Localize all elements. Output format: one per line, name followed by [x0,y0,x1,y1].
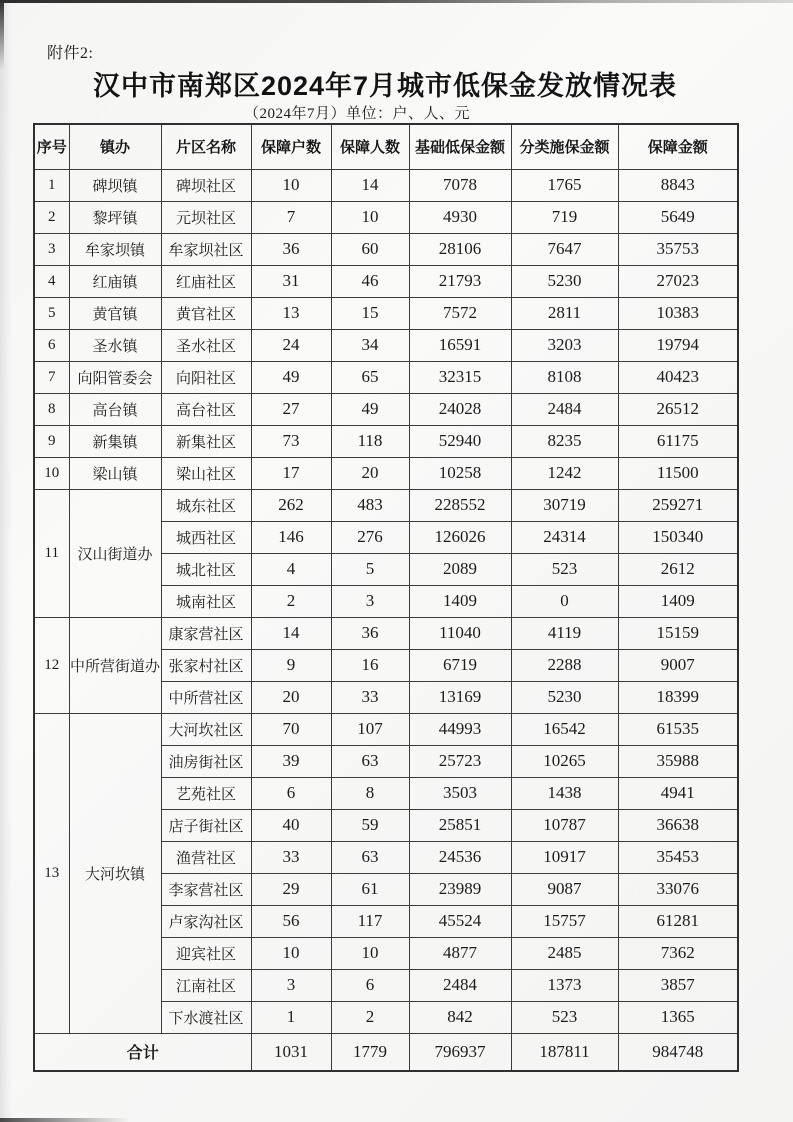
value-cell: 30719 [511,489,618,521]
value-cell: 14 [331,169,409,201]
total-value-cell: 984748 [618,1033,738,1071]
value-cell: 13169 [409,681,511,713]
value-cell: 523 [511,553,618,585]
area-name-cell: 新集社区 [161,425,251,457]
town-name-cell: 黄官镇 [69,297,161,329]
value-cell: 36 [251,233,331,265]
table-row [34,617,738,649]
value-cell: 10 [251,937,331,969]
value-cell: 10383 [618,297,738,329]
value-cell: 2484 [409,969,511,1001]
value-cell: 24028 [409,393,511,425]
value-cell: 8 [331,777,409,809]
area-name-cell: 高台社区 [161,393,251,425]
value-cell: 16542 [511,713,618,745]
value-cell: 1438 [511,777,618,809]
town-name-cell: 红庙镇 [69,265,161,297]
value-cell: 2485 [511,937,618,969]
value-cell: 7362 [618,937,738,969]
town-name-cell: 汉山街道办 [69,489,161,617]
value-cell: 65 [331,361,409,393]
value-cell: 259271 [618,489,738,521]
area-name-cell: 元坝社区 [161,201,251,233]
row-number-cell: 5 [34,297,69,329]
area-name-cell: 圣水社区 [161,329,251,361]
value-cell: 44993 [409,713,511,745]
value-cell: 39 [251,745,331,777]
table-header [34,124,738,169]
scan-left-shading [0,0,12,1122]
value-cell: 31 [251,265,331,297]
table-row [34,233,738,265]
table-row [34,361,738,393]
area-name-cell: 张家村社区 [161,649,251,681]
value-cell: 1 [251,1001,331,1033]
area-name-cell: 梁山社区 [161,457,251,489]
value-cell: 35988 [618,745,738,777]
row-number-cell: 13 [34,713,69,1033]
value-cell: 56 [251,905,331,937]
value-cell: 842 [409,1001,511,1033]
value-cell: 2 [251,585,331,617]
value-cell: 7572 [409,297,511,329]
column-header: 镇办 [69,124,161,169]
area-name-cell: 油房街社区 [161,745,251,777]
value-cell: 35453 [618,841,738,873]
value-cell: 33 [331,681,409,713]
value-cell: 146 [251,521,331,553]
row-number-cell: 9 [34,425,69,457]
value-cell: 2288 [511,649,618,681]
value-cell: 2612 [618,553,738,585]
value-cell: 61175 [618,425,738,457]
area-name-cell: 迎宾社区 [161,937,251,969]
table-row [34,265,738,297]
town-name-cell: 新集镇 [69,425,161,457]
value-cell: 24 [251,329,331,361]
value-cell: 61 [331,873,409,905]
value-cell: 9007 [618,649,738,681]
value-cell: 2089 [409,553,511,585]
value-cell: 33076 [618,873,738,905]
value-cell: 11500 [618,457,738,489]
total-value-cell: 796937 [409,1033,511,1071]
value-cell: 8235 [511,425,618,457]
area-name-cell: 城北社区 [161,553,251,585]
total-row [34,1033,738,1071]
value-cell: 1409 [409,585,511,617]
value-cell: 63 [331,745,409,777]
area-name-cell: 店子街社区 [161,809,251,841]
row-number-cell: 7 [34,361,69,393]
table-row [34,425,738,457]
row-number-cell: 4 [34,265,69,297]
value-cell: 3 [251,969,331,1001]
value-cell: 36638 [618,809,738,841]
scan-edge-left [0,0,4,70]
value-cell: 1242 [511,457,618,489]
value-cell: 10265 [511,745,618,777]
value-cell: 6 [251,777,331,809]
value-cell: 40423 [618,361,738,393]
table-body [34,169,738,1071]
area-name-cell: 大河坎社区 [161,713,251,745]
value-cell: 15757 [511,905,618,937]
value-cell: 49 [331,393,409,425]
value-cell: 523 [511,1001,618,1033]
town-name-cell: 牟家坝镇 [69,233,161,265]
value-cell: 107 [331,713,409,745]
value-cell: 9087 [511,873,618,905]
value-cell: 1373 [511,969,618,1001]
value-cell: 17 [251,457,331,489]
value-cell: 61535 [618,713,738,745]
total-value-cell: 1779 [331,1033,409,1071]
row-number-cell: 11 [34,489,69,617]
value-cell: 61281 [618,905,738,937]
area-name-cell: 牟家坝社区 [161,233,251,265]
value-cell: 20 [251,681,331,713]
area-name-cell: 江南社区 [161,969,251,1001]
value-cell: 25723 [409,745,511,777]
value-cell: 21793 [409,265,511,297]
document-subtitle: （2024年7月）单位：户、人、元 [243,106,470,122]
area-name-cell: 城南社区 [161,585,251,617]
value-cell: 18399 [618,681,738,713]
town-name-cell: 向阳管委会 [69,361,161,393]
town-name-cell: 大河坎镇 [69,713,161,1033]
town-name-cell: 梁山镇 [69,457,161,489]
value-cell: 16591 [409,329,511,361]
value-cell: 4 [251,553,331,585]
row-number-cell: 2 [34,201,69,233]
value-cell: 8843 [618,169,738,201]
value-cell: 13 [251,297,331,329]
value-cell: 60 [331,233,409,265]
area-name-cell: 艺苑社区 [161,777,251,809]
value-cell: 7078 [409,169,511,201]
value-cell: 0 [511,585,618,617]
value-cell: 10 [331,937,409,969]
table-row [34,457,738,489]
value-cell: 7647 [511,233,618,265]
value-cell: 24536 [409,841,511,873]
value-cell: 4119 [511,617,618,649]
value-cell: 32315 [409,361,511,393]
value-cell: 14 [251,617,331,649]
value-cell: 9 [251,649,331,681]
value-cell: 150340 [618,521,738,553]
value-cell: 28106 [409,233,511,265]
area-name-cell: 中所营社区 [161,681,251,713]
area-name-cell: 黄官社区 [161,297,251,329]
value-cell: 15159 [618,617,738,649]
row-number-cell: 1 [34,169,69,201]
benefit-table [33,123,739,1072]
header-row [34,124,738,169]
value-cell: 27 [251,393,331,425]
value-cell: 2 [331,1001,409,1033]
value-cell: 1765 [511,169,618,201]
value-cell: 23989 [409,873,511,905]
area-name-cell: 红庙社区 [161,265,251,297]
value-cell: 6 [331,969,409,1001]
value-cell: 483 [331,489,409,521]
value-cell: 24314 [511,521,618,553]
attachment-label: 附件2: [47,45,94,62]
row-number-cell: 12 [34,617,69,713]
value-cell: 16 [331,649,409,681]
column-header: 保障户数 [251,124,331,169]
column-header: 保障人数 [331,124,409,169]
table-row [34,489,738,521]
table-row [34,393,738,425]
value-cell: 11040 [409,617,511,649]
area-name-cell: 下水渡社区 [161,1001,251,1033]
area-name-cell: 李家营社区 [161,873,251,905]
value-cell: 3503 [409,777,511,809]
value-cell: 5230 [511,681,618,713]
row-number-cell: 10 [34,457,69,489]
value-cell: 4930 [409,201,511,233]
value-cell: 6719 [409,649,511,681]
table-row [34,329,738,361]
total-label-cell: 合计 [34,1033,251,1071]
value-cell: 3203 [511,329,618,361]
value-cell: 59 [331,809,409,841]
table-row [34,297,738,329]
value-cell: 3 [331,585,409,617]
value-cell: 10917 [511,841,618,873]
table-row [34,169,738,201]
town-name-cell: 中所营街道办 [69,617,161,713]
value-cell: 35753 [618,233,738,265]
value-cell: 1409 [618,585,738,617]
value-cell: 10258 [409,457,511,489]
value-cell: 118 [331,425,409,457]
area-name-cell: 康家营社区 [161,617,251,649]
document-title: 汉中市南郑区2024年7月城市低保金发放情况表 [92,71,678,101]
value-cell: 276 [331,521,409,553]
value-cell: 228552 [409,489,511,521]
column-header: 基础低保金额 [409,124,511,169]
value-cell: 40 [251,809,331,841]
town-name-cell: 黎坪镇 [69,201,161,233]
area-name-cell: 城东社区 [161,489,251,521]
scan-edge-top [0,0,793,3]
value-cell: 73 [251,425,331,457]
value-cell: 45524 [409,905,511,937]
value-cell: 719 [511,201,618,233]
value-cell: 10787 [511,809,618,841]
value-cell: 46 [331,265,409,297]
scan-edge-bottom-left [0,1118,130,1122]
value-cell: 70 [251,713,331,745]
value-cell: 1365 [618,1001,738,1033]
value-cell: 10 [331,201,409,233]
value-cell: 36 [331,617,409,649]
total-value-cell: 1031 [251,1033,331,1071]
value-cell: 49 [251,361,331,393]
value-cell: 8108 [511,361,618,393]
column-header: 序号 [34,124,69,169]
value-cell: 63 [331,841,409,873]
value-cell: 4941 [618,777,738,809]
area-name-cell: 卢家沟社区 [161,905,251,937]
row-number-cell: 6 [34,329,69,361]
value-cell: 26512 [618,393,738,425]
column-header: 片区名称 [161,124,251,169]
value-cell: 262 [251,489,331,521]
value-cell: 52940 [409,425,511,457]
value-cell: 4877 [409,937,511,969]
value-cell: 5230 [511,265,618,297]
value-cell: 10 [251,169,331,201]
area-name-cell: 渔营社区 [161,841,251,873]
value-cell: 20 [331,457,409,489]
value-cell: 126026 [409,521,511,553]
table-row [34,201,738,233]
area-name-cell: 碑坝社区 [161,169,251,201]
value-cell: 5 [331,553,409,585]
town-name-cell: 高台镇 [69,393,161,425]
table-row [34,713,738,745]
value-cell: 25851 [409,809,511,841]
value-cell: 5649 [618,201,738,233]
value-cell: 117 [331,905,409,937]
town-name-cell: 碑坝镇 [69,169,161,201]
value-cell: 3857 [618,969,738,1001]
column-header: 分类施保金额 [511,124,618,169]
value-cell: 34 [331,329,409,361]
area-name-cell: 城西社区 [161,521,251,553]
value-cell: 33 [251,841,331,873]
value-cell: 27023 [618,265,738,297]
total-value-cell: 187811 [511,1033,618,1071]
town-name-cell: 圣水镇 [69,329,161,361]
area-name-cell: 向阳社区 [161,361,251,393]
value-cell: 7 [251,201,331,233]
value-cell: 19794 [618,329,738,361]
value-cell: 2484 [511,393,618,425]
value-cell: 2811 [511,297,618,329]
value-cell: 15 [331,297,409,329]
row-number-cell: 3 [34,233,69,265]
column-header: 保障金额 [618,124,738,169]
value-cell: 29 [251,873,331,905]
row-number-cell: 8 [34,393,69,425]
